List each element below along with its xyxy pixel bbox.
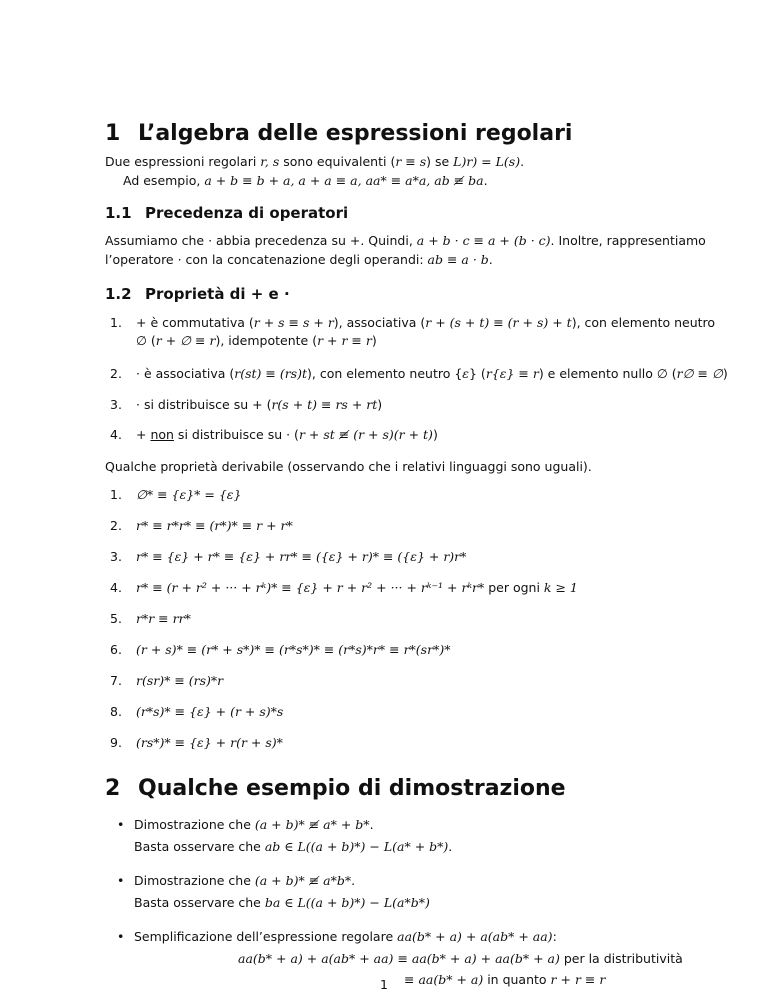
math: r + r ≡ r <box>550 972 606 987</box>
math: r, s <box>260 154 280 169</box>
math: a + b ≡ b + a, a + a ≡ a, aa* ≡ a*a, ab ≢ ba <box>204 173 484 188</box>
derived-item-2 <box>110 518 293 533</box>
property-item-2 <box>110 366 728 381</box>
item-number: 4. <box>110 427 122 442</box>
item-number: 4. <box>110 580 122 595</box>
math: k ≥ 1 <box>543 580 578 595</box>
text: Dimostrazione che <box>134 817 255 832</box>
math: r*r ≡ rr* <box>136 611 191 626</box>
section-number: 1 <box>105 121 121 146</box>
math: r + s ≡ s + r <box>253 315 334 330</box>
subsection-number: 1.1 <box>105 204 132 222</box>
text: ∅ ( <box>136 333 156 348</box>
property-item-4 <box>110 427 438 442</box>
item-number: 5. <box>110 611 122 626</box>
math: (r + s)* ≡ (r* + s*)* ≡ (r*s*)* ≡ (r*s)*r* ≡ r*(sr*)* <box>136 642 451 657</box>
section-title: L’algebra delle espressioni regolari <box>138 121 573 146</box>
text: } ( <box>469 366 486 381</box>
example-bullet-2 <box>117 870 430 914</box>
math: ≡ aa(b* + a) <box>404 972 484 987</box>
text: ), idempotente ( <box>215 333 318 348</box>
text: . <box>351 873 356 888</box>
math: r + st ≢ (r + s)(r + t) <box>298 427 433 442</box>
text: ) <box>371 333 377 348</box>
math: ε <box>462 366 469 381</box>
item-number: 2. <box>110 518 122 533</box>
text: l’operatore · con la concatenazione degli operandi: <box>105 252 428 267</box>
text: . <box>448 839 453 854</box>
derived-item-9 <box>110 735 283 750</box>
text: · è associativa ( <box>136 366 235 381</box>
math: L)r) = L(s) <box>453 154 521 169</box>
derived-item-8 <box>110 704 283 719</box>
derived-item-3 <box>110 549 466 564</box>
text: + <box>136 427 151 442</box>
text: . <box>369 817 374 832</box>
text: Ad esempio, <box>123 173 205 188</box>
text: · si distribuisce su + ( <box>136 397 272 412</box>
text: ) <box>722 366 728 381</box>
math: r(s + t) ≡ rs + rt <box>271 397 378 412</box>
derived-item-4 <box>110 580 578 595</box>
bullet-icon: • <box>117 817 125 832</box>
item-number: 1. <box>110 315 122 330</box>
math: ab ∈ L((a + b)*) − L(a* + b*) <box>264 839 449 854</box>
text: ) e elemento nullo ∅ ( <box>538 366 677 381</box>
math: r(sr)* ≡ (rs)*r <box>136 673 224 688</box>
text: ), associativa ( <box>333 315 426 330</box>
example-bullet-3 <box>117 926 557 948</box>
math: r + r ≡ r <box>317 333 372 348</box>
math: aa(b* + a) + a(ab* + aa) <box>397 929 553 944</box>
derived-item-7 <box>110 673 223 688</box>
example-bullet-1 <box>117 814 452 858</box>
derived-item-5 <box>110 611 191 626</box>
underlined-text: non <box>150 427 174 442</box>
math: r + ∅ ≡ r <box>155 333 216 348</box>
math: r + (s + t) ≡ (r + s) + t <box>425 315 572 330</box>
math: r ≡ s <box>395 154 427 169</box>
item-number: 1. <box>110 487 122 502</box>
math: r* ≡ {ε} + r* ≡ {ε} + rr* ≡ ({ε} + r)* ≡ ({ε} + r)r* <box>136 549 467 564</box>
text: sono equivalenti ( <box>279 154 396 169</box>
derived-item-1 <box>110 487 241 502</box>
property-item-3 <box>110 397 382 412</box>
section-1-heading <box>105 121 572 146</box>
text: Due espressioni regolari <box>105 154 261 169</box>
text: in quanto <box>483 972 551 987</box>
math: ba ∈ L((a + b)*) − L(a*b*) <box>264 895 430 910</box>
section-2-heading <box>105 776 566 801</box>
text: per la distributività <box>559 951 683 966</box>
math: a + b · c ≡ a + (b · c) <box>416 233 551 248</box>
property-item-1 <box>110 314 715 350</box>
text: : <box>552 929 557 944</box>
text: ) se <box>426 154 454 169</box>
text: ) <box>432 427 438 442</box>
math: r* ≡ r*r* ≡ (r*)* ≡ r + r* <box>136 518 293 533</box>
item-number: 8. <box>110 704 122 719</box>
derived-item-6 <box>110 642 450 657</box>
subsection-title: Precedenza di operatori <box>145 204 349 222</box>
math: (r*s)* ≡ {ε} + (r + s)*s <box>136 704 284 719</box>
math: r{ε} ≡ r <box>485 366 539 381</box>
math: (a + b)* ≢ a*b* <box>254 873 352 888</box>
text: per ogni <box>484 580 544 595</box>
item-number: 6. <box>110 642 122 657</box>
subsection-1-1-heading <box>105 204 348 222</box>
bullet-icon: • <box>117 873 125 888</box>
text: si distribuisce su · ( <box>173 427 299 442</box>
intro-paragraph <box>105 152 524 190</box>
subsection-1-2-heading <box>105 285 290 303</box>
item-number: 3. <box>110 549 122 564</box>
text: ) <box>377 397 383 412</box>
derivation-line-1 <box>238 951 683 966</box>
math: (rs*)* ≡ {ε} + r(r + s)* <box>136 735 283 750</box>
item-number: 7. <box>110 673 122 688</box>
text: + è commutativa ( <box>136 315 254 330</box>
bullet-icon: • <box>117 929 125 944</box>
math: (a + b)* ≢ a* + b* <box>254 817 370 832</box>
text: Semplificazione dell’espressione regolare <box>134 929 398 944</box>
precedence-paragraph <box>105 231 706 269</box>
text: . <box>520 154 525 169</box>
text: ), con elemento neutro { <box>307 366 463 381</box>
text: Basta osservare che <box>134 895 265 910</box>
subsection-number: 1.2 <box>105 285 132 303</box>
math: ∅* ≡ {ε}* = {ε} <box>136 487 242 502</box>
text: . <box>483 173 488 188</box>
text: . <box>488 252 493 267</box>
math: ≡ aa(b* + a) + aa(b* + a) <box>397 951 560 966</box>
subsection-title: Proprietà di + e · <box>145 285 290 303</box>
page-number: 1 <box>380 977 388 992</box>
math: ab ≡ a · b <box>427 252 489 267</box>
item-number: 2. <box>110 366 122 381</box>
section-number: 2 <box>105 776 121 801</box>
math: aa(b* + a) + a(ab* + aa) <box>238 951 394 966</box>
section-title: Qualche esempio di dimostrazione <box>138 776 566 801</box>
math: r∅ ≡ ∅ <box>676 366 723 381</box>
text: Assumiamo che · abbia precedenza su +. Quindi, <box>105 233 417 248</box>
item-number: 3. <box>110 397 122 412</box>
item-number: 9. <box>110 735 122 750</box>
math: r(st) ≡ (rs)t <box>234 366 307 381</box>
math: r* ≡ (r + r² + ··· + rᵏ)* ≡ {ε} + r + r² + ··· + rᵏ⁻¹ + rᵏr* <box>136 580 485 595</box>
text: ), con elemento neutro <box>571 315 716 330</box>
derived-intro: Qualche proprietà derivabile (osservando che i relativi linguaggi sono uguali). <box>105 459 592 474</box>
text: Basta osservare che <box>134 839 265 854</box>
text: . Inoltre, rappresentiamo <box>550 233 706 248</box>
text: Dimostrazione che <box>134 873 255 888</box>
